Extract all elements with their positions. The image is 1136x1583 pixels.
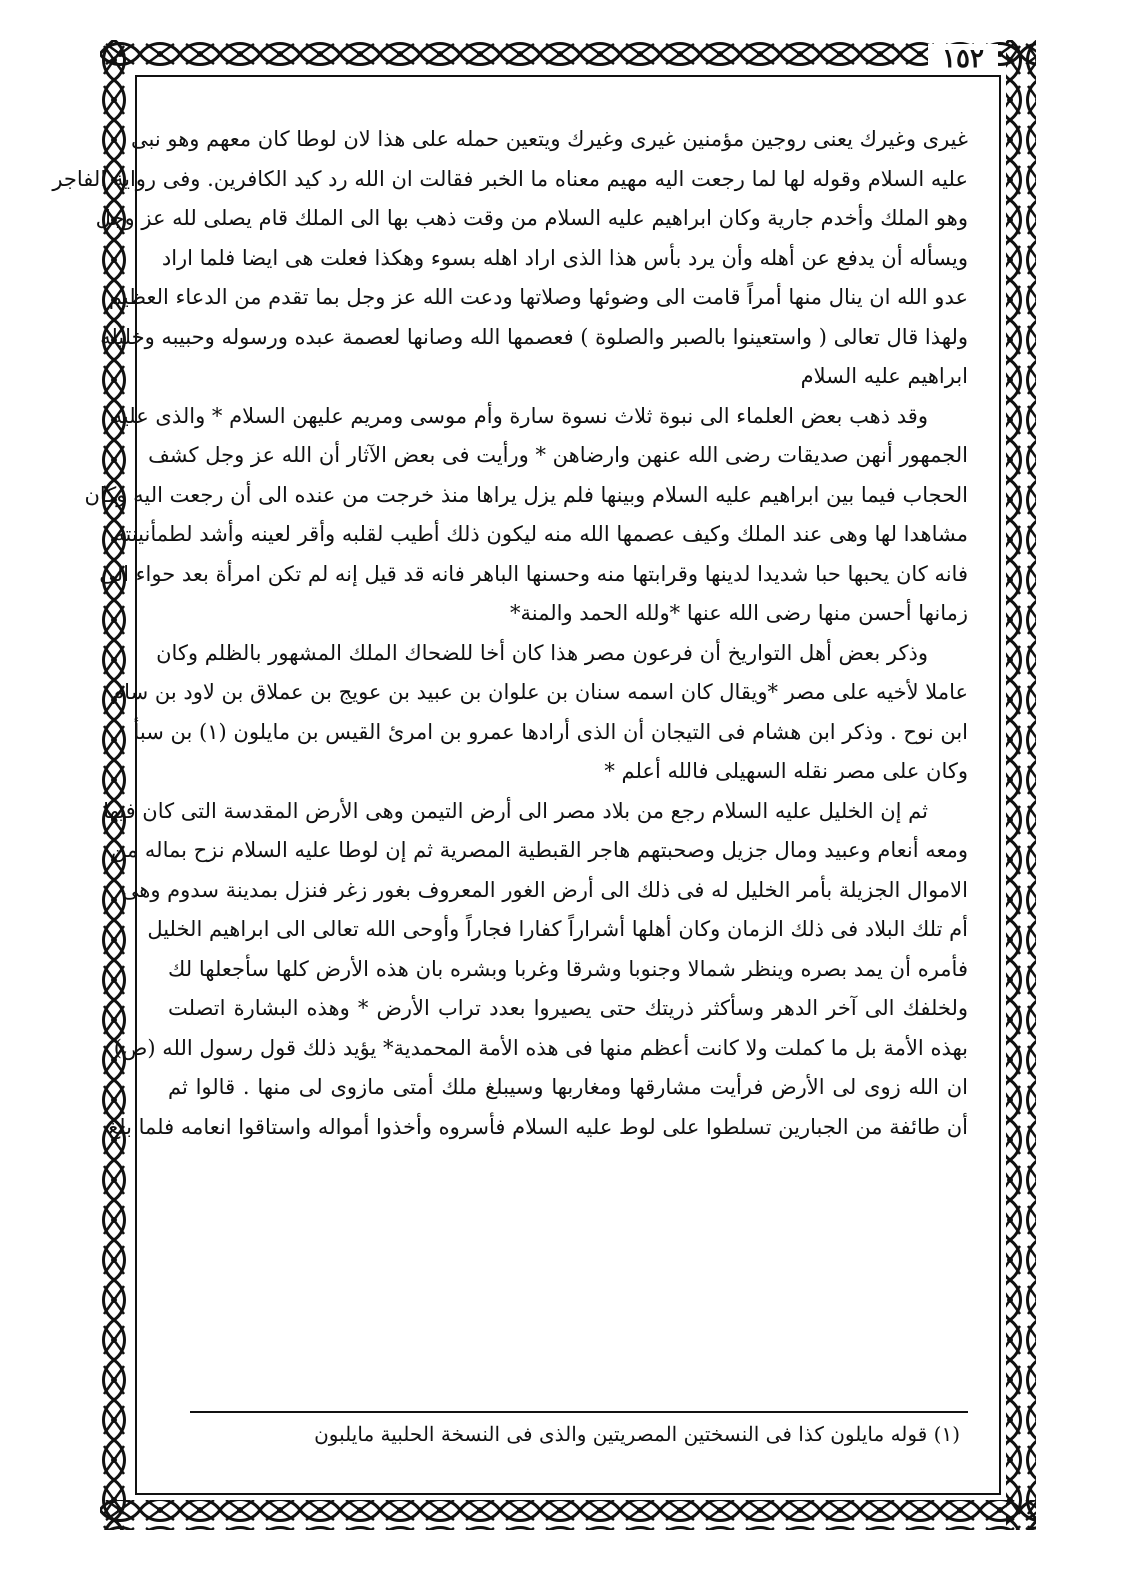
text-line: ولخلفك الى آخر الدهر وسأكثر ذريتك حتى يصيروا بعدد تراب الأرض * وهذه البشارة اتصلت xyxy=(168,996,968,1020)
text-line: ولهذا قال تعالى ( واستعينوا بالصبر والصلوة ) فعصمها الله وصانها لعصمة عبده ورسوله وحبيبه وخليله xyxy=(100,324,968,349)
text-line: عليه السلام وقوله لها لما رجعت اليه مهيم معناه ما الخبر فقالت ان الله رد كيد الكافرين. وفى رواية الفاجر xyxy=(52,166,968,191)
text-line: عدو الله ان ينال منها أمراً قامت الى وضوئها وصلاتها ودعت الله عز وجل بما تقدم من الدعاء العظيم xyxy=(108,285,968,309)
text-line: أن طائفة من الجبارين تسلطوا على لوط عليه السلام فأسروه وأخذوا أمواله واستاقوا انعامه فلما بلغ xyxy=(107,1114,968,1139)
text-line: ومعه أنعام وعبيد ومال جزيل وصحبتهم هاجر القبطية المصرية ثم إن لوطا عليه السلام نزح بماله من xyxy=(111,838,968,862)
text-line: ابن نوح . وذكر ابن هشام فى التيجان أن الذى أرادها عمرو بن امرئ القيس بن مايلون (١) بن سبأ xyxy=(133,719,968,744)
text-line: عاملا لأخيه على مصر *ويقال كان اسمه سنان بن علوان بن عبيد بن عويج بن عملاق بن لاود بن سام xyxy=(111,680,968,704)
text-line: زمانها أحسن منها رضى الله عنها *ولله الحمد والمنة* xyxy=(510,601,968,625)
text-line: غيرى وغيرك يعنى روجين مؤمنين غيرى وغيرك ويتعين حمله على هذا لان لوطا كان معهم وهو نبى xyxy=(131,127,968,151)
text-line: الاموال الجزيلة بأمر الخليل له فى ذلك الى أرض الغور المعروف بغور زغر فنزل بمدينة سدوم وهى xyxy=(121,877,968,902)
text-line: وقد ذهب بعض العلماء الى نبوة ثلاث نسوة سارة وأم موسى ومريم عليهن السلام * والذى عليه xyxy=(111,403,928,428)
footnote-divider xyxy=(190,1411,968,1413)
text-line: وهو الملك وأخدم جارية وكان ابراهيم عليه السلام من وقت ذهب بها الى الملك قام يصلى لله عز وجل xyxy=(95,206,968,230)
page-number: ١٥٢ xyxy=(928,44,998,74)
text-line: وكان على مصر نقله السهيلى فالله أعلم * xyxy=(604,759,968,783)
body-text xyxy=(52,120,968,1402)
footnote: (١) قوله مايلون كذا فى النسختين المصريتين والذى فى النسخة الحلبية مايلبون xyxy=(314,1422,960,1446)
text-line: ثم إن الخليل عليه السلام رجع من بلاد مصر الى أرض التيمن وهى الأرض المقدسة التى كان فيها xyxy=(103,798,928,823)
text-line: فأمره أن يمد بصره وينظر شمالا وجنوبا وشرقا وغربا وبشره بان هذه الأرض كلها سأجعلها لك xyxy=(168,956,968,981)
text-line: بهذه الأمة بل ما كملت ولا كانت أعظم منها فى هذه الأمة المحمدية* يؤيد ذلك قول رسول الله (ص) xyxy=(113,1035,968,1060)
text-line: ابراهيم عليه السلام xyxy=(800,364,968,388)
text-line: أم تلك البلاد فى ذلك الزمان وكان أهلها أشراراً كفارا فجاراً وأوحى الله تعالى الى ابراهيم الخليل xyxy=(147,917,968,941)
text-line: فانه كان يحبها حبا شديدا لدينها وقرابتها منه وحسنها الباهر فانه قد قيل إنه لم تكن امرأة بعد حواء الى xyxy=(99,561,968,586)
text-line: مشاهدا لها وهى عند الملك وكيف عصمها الله منه ليكون ذلك أطيب لقلبه وأقر لعينه وأشد لطمأنينته xyxy=(114,522,968,546)
text-line: وذكر بعض أهل التواريخ أن فرعون مصر هذا كان أخا للضحاك الملك المشهور بالظلم وكان xyxy=(156,640,928,665)
text-line: الجمهور أنهن صديقات رضى الله عنهن وارضاهن * ورأيت فى بعض الآثار أن الله عز وجل كشف xyxy=(148,443,968,467)
text-line: ويسأله أن يدفع عن أهله وأن يرد بأس هذا الذى اراد اهله بسوء وهكذا فعلت هى ايضا فلما اراد xyxy=(161,245,968,270)
text-line: ان الله زوى لى الأرض فرأيت مشارقها ومغاربها وسيبلغ ملك أمتى مازوى لى منها . قالوا ثم xyxy=(168,1075,968,1099)
text-line: الحجاب فيما بين ابراهيم عليه السلام وبينها فلم يزل يراها منذ خرجت من عنده الى أن رجعت اليه وكان xyxy=(84,482,968,507)
